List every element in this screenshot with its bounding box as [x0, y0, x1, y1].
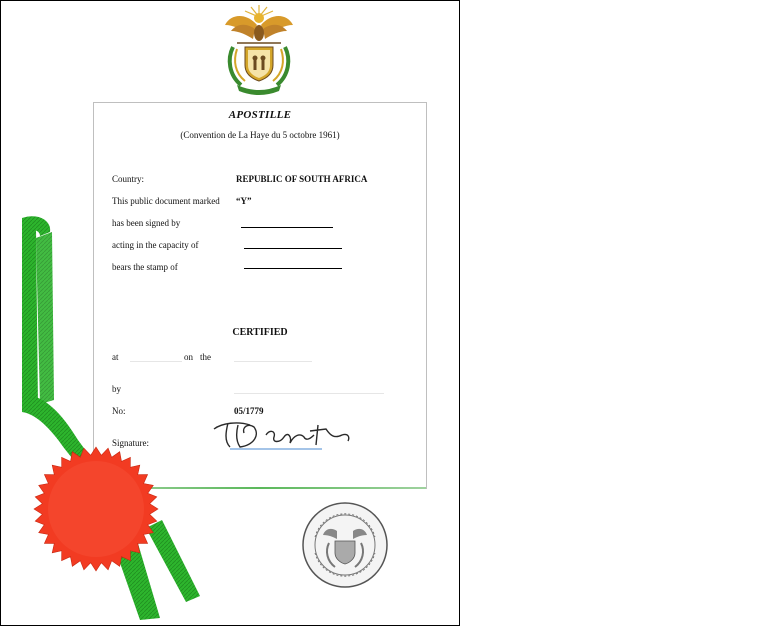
country-label: Country:	[112, 174, 145, 184]
wax-seal-icon	[32, 445, 160, 573]
no-label: No:	[112, 406, 126, 416]
signed-by-label: has been signed by	[112, 218, 181, 228]
country-value: REPUBLIC OF SOUTH AFRICA	[236, 174, 368, 184]
date-line	[234, 361, 312, 362]
marked-value: “Y”	[236, 196, 252, 206]
at-line	[130, 361, 182, 362]
no-value: 05/1779	[234, 406, 264, 416]
by-label: by	[112, 384, 121, 394]
document-subtitle: (Convention de La Haye du 5 octobre 1961)	[180, 130, 340, 140]
at-label: at	[112, 352, 119, 362]
embossed-stamp-icon	[301, 501, 389, 589]
capacity-label: acting in the capacity of	[112, 240, 199, 250]
certified-heading: CERTIFIED	[232, 327, 288, 338]
coat-of-arms-icon	[221, 3, 297, 95]
stamp-line	[244, 268, 342, 269]
the-label: the	[200, 352, 211, 362]
on-label: on	[184, 352, 193, 362]
signed-by-line	[241, 227, 333, 228]
signature-mark	[210, 415, 356, 451]
marked-label: This public document marked	[112, 196, 220, 206]
document-title: APOSTILLE	[228, 109, 292, 121]
by-line	[234, 393, 384, 394]
apostille-form	[93, 102, 427, 489]
stamp-label: bears the stamp of	[112, 262, 178, 272]
signature-label: Signature:	[112, 438, 149, 448]
capacity-line	[244, 248, 342, 249]
